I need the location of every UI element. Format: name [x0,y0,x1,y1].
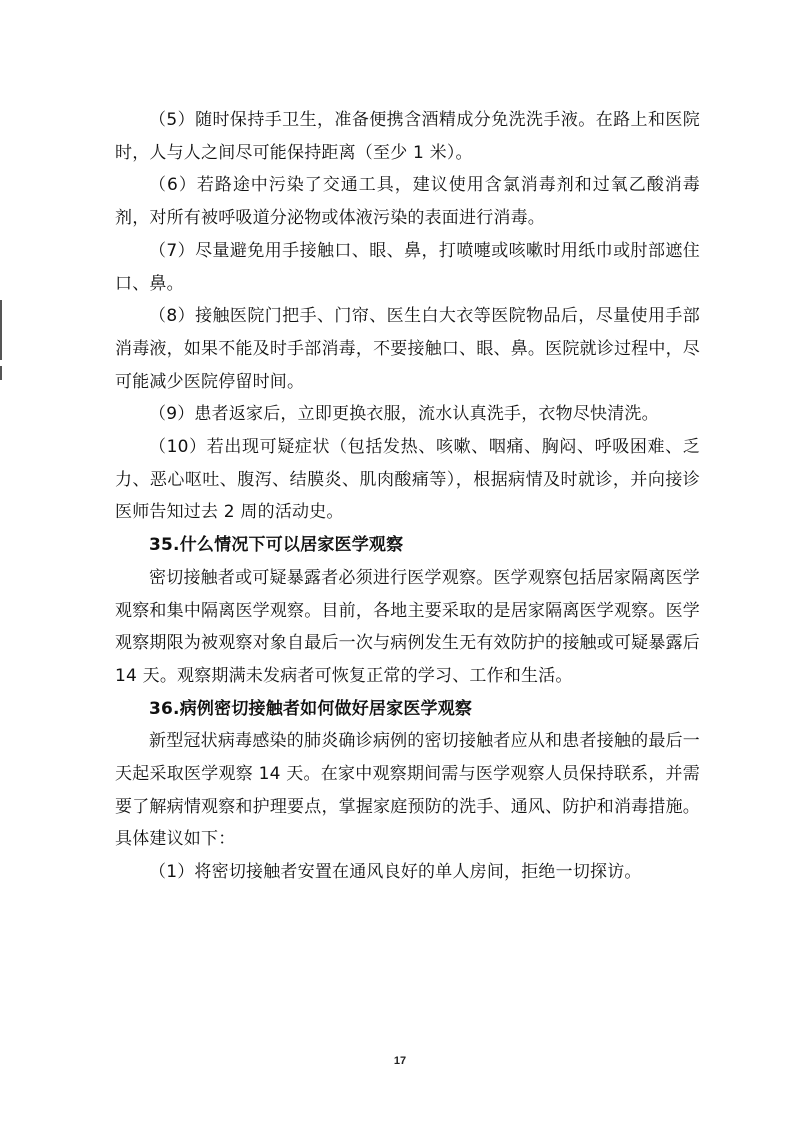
paragraph-item-9: （9）患者返家后，立即更换衣服，流水认真洗手，衣物尽快清洗。 [149,404,659,425]
paragraph-item-1: （1）将密切接触者安置在通风良好的单人房间，拒绝一切探访。 [149,862,642,883]
paragraph-item-8: （8）接触医院门把手、门帘、医生白大衣等医院物品后，尽量使用手部消毒液，如果不能及时手部消毒，不要接触口、眼、鼻。医院就诊过程中，尽可能减少医院停留时间。 [115,306,700,392]
paragraph-item-7: （7）尽量避免用手接触口、眼、鼻，打喷嚏或咳嗽时用纸巾或肘部遮住口、鼻。 [115,240,700,294]
scan-edge-mark [0,300,2,360]
section-heading-36: 36.病例密切接触者如何做好居家医学观察 [149,698,473,719]
paragraph-close-contact-intro: 新型冠状病毒感染的肺炎确诊病例的密切接触者应从和患者接触的最后一天起采取医学观察 14 天。在家中观察期间需与医学观察人员保持联系，并需要了解病情观察和护理要点，掌握家庭预防的洗手、通风、防护和消毒措施。具体建议如下： [115,731,700,850]
paragraph-item-6: （6）若路途中污染了交通工具，建议使用含氯消毒剂和过氧乙酸消毒剂，对所有被呼吸道分泌物或体液污染的表面进行消毒。 [115,175,700,229]
paragraph-item-5: （5）随时保持手卫生，准备便携含酒精成分免洗洗手液。在路上和医院时，人与人之间尽可能保持距离（至少 1 米）。 [115,110,700,163]
section-heading-35: 35.什么情况下可以居家医学观察 [149,535,404,556]
scan-edge-mark [0,366,2,380]
paragraph-home-observation: 密切接触者或可疑暴露者必须进行医学观察。医学观察包括居家隔离医学观察和集中隔离医学观察。目前，各地主要采取的是居家隔离医学观察。医学观察期限为被观察对象自最后一次与病例发生无有效防护的接触或可疑暴露后 14 天。观察期满未发病者可恢复正常的学习、工作和生活。 [115,567,700,686]
document-body [115,104,700,889]
paragraph-item-10: （10）若出现可疑症状（包括发热、咳嗽、咽痛、胸闷、呼吸困难、乏力、恶心呕吐、腹泻、结膜炎、肌肉酸痛等），根据病情及时就诊，并向接诊医师告知过去 2 周的活动史。 [115,437,700,523]
page-number: 17 [393,1055,407,1067]
